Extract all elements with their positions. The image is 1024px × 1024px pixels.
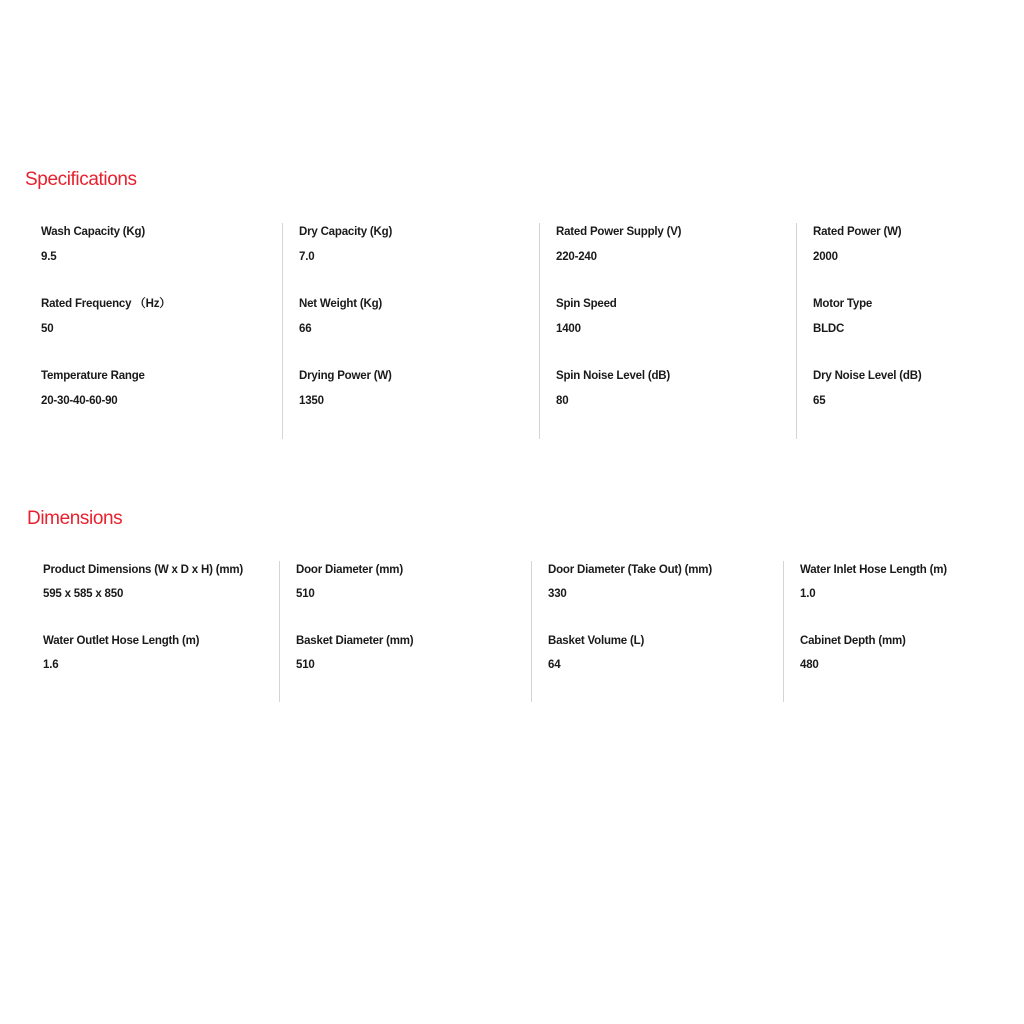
dim-label: Cabinet Depth (mm) (800, 635, 906, 647)
spec-column-4 (796, 223, 1024, 439)
spec-column-3 (539, 223, 796, 439)
spec-label: Wash Capacity (Kg) (41, 226, 145, 238)
dim-item-cabinet-depth (800, 632, 1024, 703)
spec-label: Dry Noise Level (dB) (813, 370, 922, 382)
dim-column-3 (531, 561, 783, 702)
spec-label: Net Weight (Kg) (299, 298, 383, 310)
dim-value: 480 (800, 659, 819, 671)
dim-label: Water Inlet Hose Length (m) (800, 564, 947, 576)
spec-value: 65 (813, 395, 826, 407)
dim-value: 595 x 585 x 850 (43, 588, 124, 600)
spec-value: 220-240 (556, 251, 597, 263)
spec-item-spin-noise-level (556, 367, 796, 439)
dim-value: 1.6 (43, 659, 59, 671)
dim-item-basket-diameter (296, 632, 531, 703)
spec-label: Temperature Range (41, 370, 145, 382)
dim-item-water-inlet-hose-length (800, 561, 1024, 632)
dim-value: 330 (548, 588, 567, 600)
spec-item-dry-noise-level (813, 367, 1024, 439)
spec-value: 20-30-40-60-90 (41, 395, 118, 407)
spec-value: BLDC (813, 323, 845, 335)
dim-item-water-outlet-hose-length (43, 632, 279, 703)
spec-item-dry-capacity (299, 223, 539, 295)
spec-item-rated-power-supply (556, 223, 796, 295)
dim-label: Door Diameter (Take Out) (mm) (548, 564, 712, 576)
dim-value: 510 (296, 659, 315, 671)
dim-label: Door Diameter (mm) (296, 564, 403, 576)
spec-item-temperature-range (41, 367, 282, 439)
specifications-grid (25, 223, 1024, 439)
spec-value: 50 (41, 323, 54, 335)
spec-label: Spin Noise Level (dB) (556, 370, 671, 382)
spec-label: Rated Power Supply (V) (556, 226, 682, 238)
dimensions-heading: Dimensions (27, 508, 123, 529)
spec-item-drying-power (299, 367, 539, 439)
spec-label: Motor Type (813, 298, 873, 310)
spec-value: 1350 (299, 395, 324, 407)
spec-label: Drying Power (W) (299, 370, 392, 382)
dimensions-grid (27, 561, 1024, 702)
spec-label: Dry Capacity (Kg) (299, 226, 393, 238)
spec-column-2 (282, 223, 539, 439)
spec-label: Rated Frequency （Hz） (41, 298, 171, 310)
spec-value: 80 (556, 395, 569, 407)
dim-label: Product Dimensions (W x D x H) (mm) (43, 564, 244, 576)
dim-column-2 (279, 561, 531, 702)
dim-label: Water Outlet Hose Length (m) (43, 635, 200, 647)
dim-item-door-diameter (296, 561, 531, 632)
spec-item-net-weight (299, 295, 539, 367)
dim-value: 64 (548, 659, 561, 671)
spec-value: 7.0 (299, 251, 315, 263)
spec-label: Rated Power (W) (813, 226, 902, 238)
spec-label: Spin Speed (556, 298, 617, 310)
spec-value: 9.5 (41, 251, 57, 263)
spec-item-wash-capacity (41, 223, 282, 295)
spec-value: 1400 (556, 323, 581, 335)
spec-item-motor-type (813, 295, 1024, 367)
spec-value: 66 (299, 323, 312, 335)
dim-label: Basket Diameter (mm) (296, 635, 414, 647)
dim-column-1 (27, 561, 279, 702)
dim-item-door-diameter-take-out (548, 561, 783, 632)
dim-item-basket-volume (548, 632, 783, 703)
spec-value: 2000 (813, 251, 838, 263)
dim-column-4 (783, 561, 1024, 702)
spec-item-rated-frequency (41, 295, 282, 367)
spec-item-rated-power (813, 223, 1024, 295)
specifications-heading: Specifications (25, 169, 137, 190)
dim-value: 510 (296, 588, 315, 600)
dim-value: 1.0 (800, 588, 816, 600)
spec-column-1 (25, 223, 282, 439)
spec-item-spin-speed (556, 295, 796, 367)
dim-label: Basket Volume (L) (548, 635, 645, 647)
dim-item-product-dimensions (43, 561, 279, 632)
